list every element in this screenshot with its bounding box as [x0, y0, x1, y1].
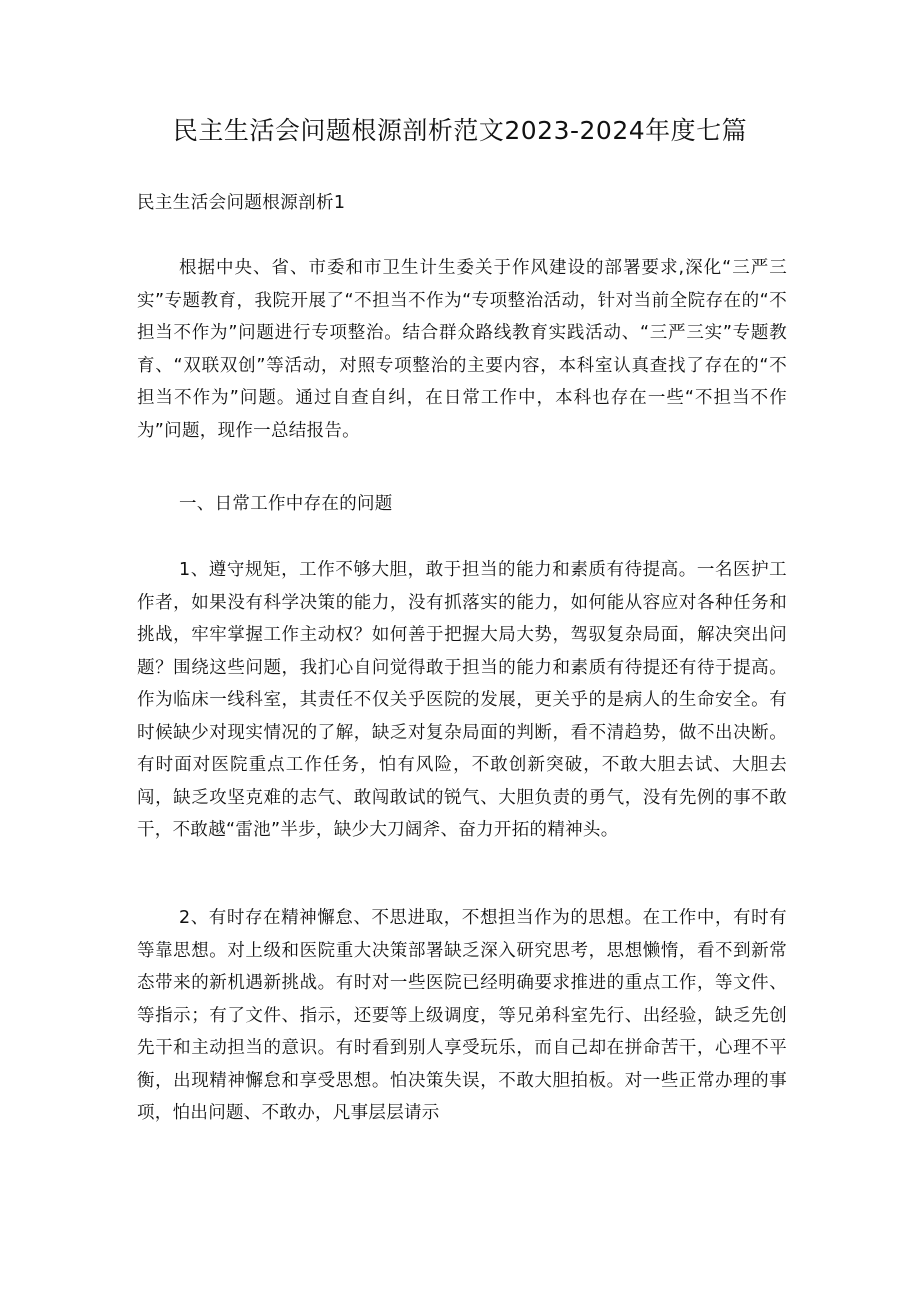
issue-item-2-paragraph: 2、有时存在精神懈怠、不思进取，不想担当作为的思想。在工作中，有时有等靠思想。对上级和医院重大决策部署缺乏深入研究思考，思想懒惰，看不到新常态带来的新机遇新挑战。有时对一些医院已经明确要求推进的重点工作，等文件、等指示；有了文件、指示，还要等上级调度，等兄弟科室先行、出经验，缺乏先创先干和主动担当的意识。有时看到别人享受玩乐，而自己却在拼命苦干，心理不平衡，出现精神懈怠和享受思想。怕决策失误，不敢大胆拍板。对一些正常办理的事项，怕出问题、不敢办，凡事层层请示 — [137, 908, 787, 1123]
section-heading: 民主生活会问题根源剖析1 — [137, 193, 346, 213]
intro-paragraph: 根据中央、省、市委和市卫生计生委关于作风建设的部署要求,深化“三严三实”专题教育，我院开展了“不担当不作为“专项整治活动，针对当前全院存在的“不担当不作为”问题进行专项整治。结合群众路线教育实践活动、“三严三实”专题教育、“双联双创”等活动，对照专项整治的主要内容，本科室认真查找了存在的“不担当不作为”问题。通过自查自纠，在日常工作中，本科也存在一些“不担当不作为”问题，现作一总结报告。 — [137, 258, 787, 441]
issue-item-1-paragraph: 1、遵守规矩，工作不够大胆，敢于担当的能力和素质有待提高。一名医护工作者，如果没有科学决策的能力，没有抓落实的能力，如何能从容应对各种任务和挑战，牢牢掌握工作主动权？如何善于把握大局大势，驾驭复杂局面，解决突出问题？围绕这些问题，我扪心自问觉得敢于担当的能力和素质有待提还有待于提高。作为临床一线科室，其责任不仅关乎医院的发展，更关乎的是病人的生命安全。有时候缺少对现实情况的了解，缺乏对复杂局面的判断，看不清趋势，做不出决断。有时面对医院重点工作任务，怕有风险，不敢创新突破，不敢大胆去试、大胆去闯，缺乏攻坚克难的志气、敢闯敢试的锐气、大胆负责的勇气，没有先例的事不敢干，不敢越“雷池”半步，缺少大刀阔斧、奋力开拓的精神头。 — [137, 560, 787, 840]
subheading-issues: 一、日常工作中存在的问题 — [179, 494, 393, 514]
document-title: 民主生活会问题根源剖析范文2023-2024年度七篇 — [172, 116, 748, 145]
